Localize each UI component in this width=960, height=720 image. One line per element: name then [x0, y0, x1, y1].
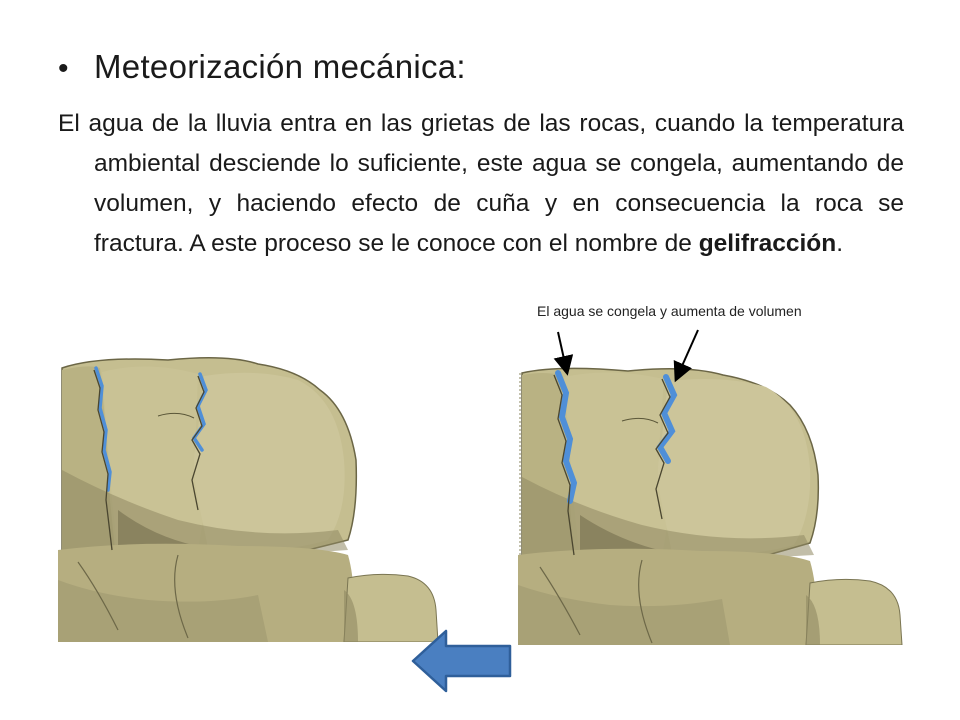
paragraph-keyword: gelifracción [698, 230, 837, 257]
rock-after-svg [518, 365, 904, 645]
bullet-icon: • [58, 52, 69, 85]
callout-arrow-left [558, 332, 566, 368]
rock-illustration-after [518, 365, 904, 645]
rock-illustration-before [58, 350, 440, 642]
left-arrow-icon [410, 628, 514, 694]
figure-caption: El agua se congela y aumenta de volumen [537, 303, 802, 319]
paragraph-text: El agua de la lluvia entra en las grietas de las rocas, cuando la temperatura ambiental desciende lo suficiente, este agua se congela, aumentando de volumen, y haciendo efecto de cuña y en consecuencia la roca se fractura. A este proceso se le conoce con el nombre de [58, 110, 904, 257]
rock-before-svg [58, 350, 440, 642]
bullet-heading [58, 48, 466, 86]
body-paragraph [58, 104, 904, 264]
slide-heading: Meteorización mecánica: [94, 48, 466, 85]
paragraph-end: . [836, 230, 844, 257]
back-arrow-button[interactable] [410, 628, 514, 694]
